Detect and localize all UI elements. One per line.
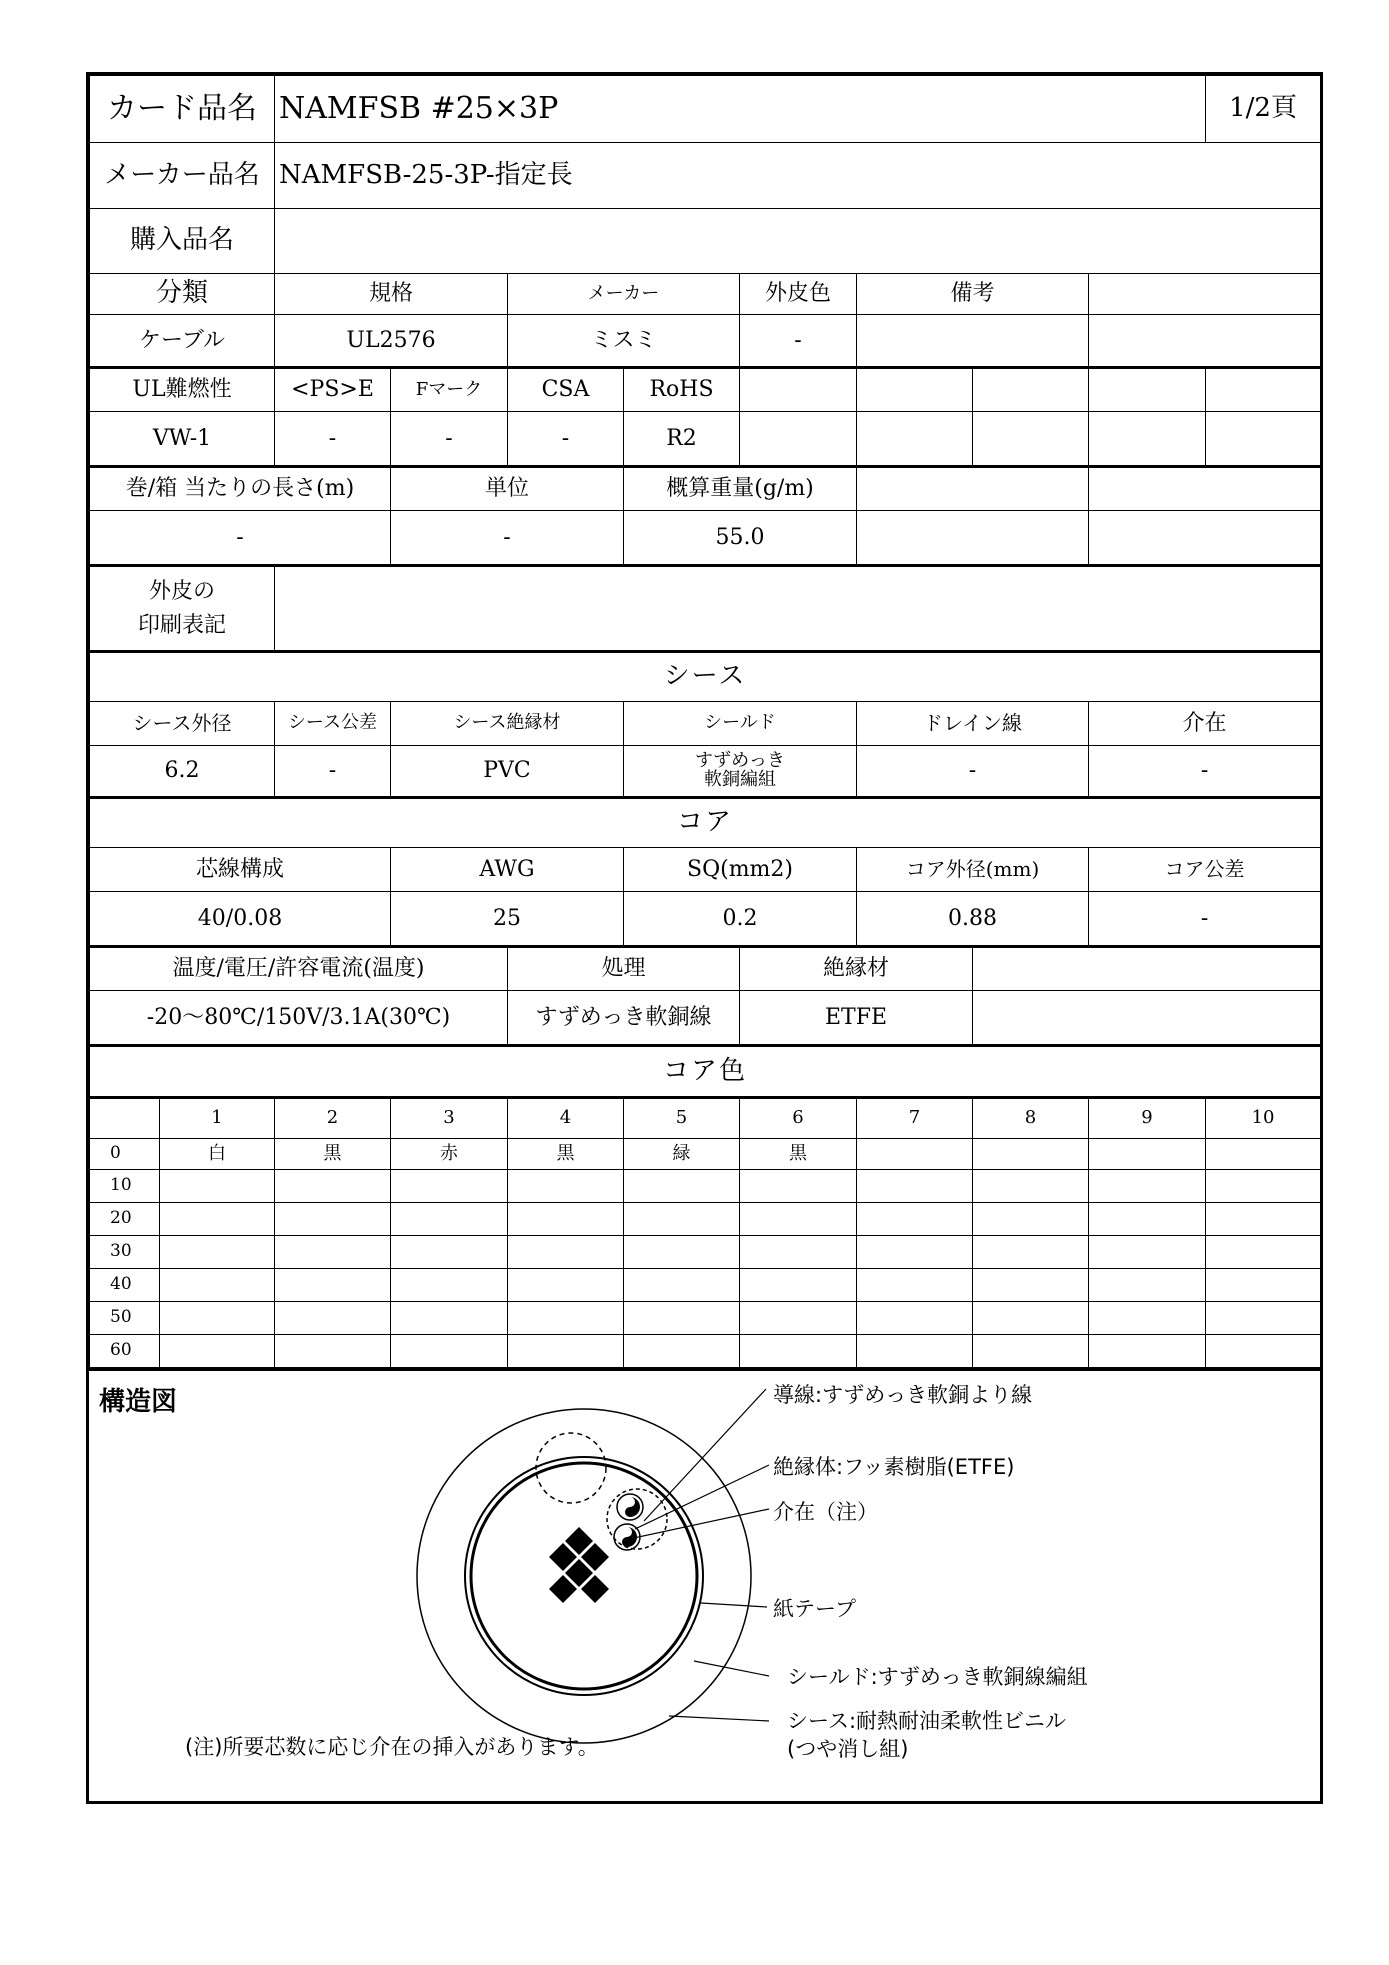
core-color-column-header: 5 bbox=[624, 1098, 740, 1139]
core-color-cell bbox=[740, 1203, 857, 1236]
drain-wire-value: - bbox=[857, 746, 1089, 798]
maker-value: ミスミ bbox=[508, 315, 740, 368]
core-color-cell bbox=[275, 1302, 391, 1335]
core-color-cell bbox=[160, 1269, 275, 1302]
core-color-row-label: 0 bbox=[90, 1139, 160, 1170]
structure-diagram-title: 構造図 bbox=[99, 1387, 178, 1417]
empty-cell bbox=[1089, 274, 1321, 315]
core-color-row-label: 40 bbox=[90, 1269, 160, 1302]
core-color-cell bbox=[624, 1203, 740, 1236]
empty-cell bbox=[1089, 467, 1321, 511]
purchase-name-value bbox=[275, 209, 1321, 274]
core-color-cell bbox=[740, 1302, 857, 1335]
core-color-cell bbox=[1206, 1139, 1321, 1170]
structure-label-sheath-finish: (つや消し組) bbox=[787, 1737, 909, 1761]
core-color-cell bbox=[391, 1170, 508, 1203]
leader-line-shield bbox=[694, 1661, 769, 1676]
csa-value: - bbox=[508, 412, 624, 467]
leader-line-insulation bbox=[635, 1465, 769, 1529]
insulation-header: 絶縁材 bbox=[740, 947, 973, 991]
core-color-cell bbox=[973, 1170, 1089, 1203]
sheath-od-header: シース外径 bbox=[90, 702, 275, 746]
core-pair-circle bbox=[607, 1489, 667, 1549]
spec-table bbox=[89, 75, 1321, 1368]
core-color-cell bbox=[857, 1139, 973, 1170]
unit-value: - bbox=[391, 511, 624, 566]
leader-line-conductor bbox=[644, 1389, 766, 1521]
core-color-cell bbox=[973, 1236, 1089, 1269]
core-color-row bbox=[90, 1236, 1321, 1269]
core-color-cell bbox=[1206, 1302, 1321, 1335]
empty-cell bbox=[857, 412, 973, 467]
core-color-column-header: 10 bbox=[1206, 1098, 1321, 1139]
empty-cell bbox=[1089, 315, 1321, 368]
core-color-column-header: 4 bbox=[508, 1098, 624, 1139]
empty-cell bbox=[857, 368, 973, 412]
filler-header: 介在 bbox=[1089, 702, 1321, 746]
core-color-column-header: 9 bbox=[1089, 1098, 1206, 1139]
core-color-row bbox=[90, 1302, 1321, 1335]
sheath-tolerance-value: - bbox=[275, 746, 391, 798]
core-color-cell bbox=[857, 1170, 973, 1203]
core-color-cell bbox=[391, 1236, 508, 1269]
core-color-column-header: 1 bbox=[160, 1098, 275, 1139]
purchase-name-label: 購入品名 bbox=[90, 209, 275, 274]
core-color-cell bbox=[160, 1203, 275, 1236]
conductor-construction-value: 40/0.08 bbox=[90, 892, 391, 947]
pse-value: - bbox=[275, 412, 391, 467]
standard-value: UL2576 bbox=[275, 315, 508, 368]
core-tolerance-value: - bbox=[1089, 892, 1321, 947]
core-color-row bbox=[90, 1203, 1321, 1236]
empty-cell bbox=[1089, 412, 1206, 467]
core-color-cell bbox=[857, 1335, 973, 1368]
core-color-cell bbox=[624, 1236, 740, 1269]
structure-label-conductor: 導線:すずめっき軟銅より線 bbox=[773, 1383, 1033, 1407]
spec-sheet bbox=[86, 72, 1323, 1804]
core-color-cell bbox=[857, 1203, 973, 1236]
core-color-cell bbox=[160, 1236, 275, 1269]
core-color-cell bbox=[624, 1335, 740, 1368]
core-od-value: 0.88 bbox=[857, 892, 1089, 947]
maker-name-label: メーカー品名 bbox=[90, 143, 275, 209]
rohs-header: RoHS bbox=[624, 368, 740, 412]
core-color-cell bbox=[740, 1269, 857, 1302]
core-color-cell bbox=[508, 1203, 624, 1236]
structure-note: (注)所要芯数に応じ介在の挿入があります。 bbox=[185, 1735, 599, 1759]
core-color-cell bbox=[624, 1269, 740, 1302]
core-color-cell bbox=[1089, 1203, 1206, 1236]
core-color-cell bbox=[624, 1170, 740, 1203]
core-color-cell bbox=[1206, 1269, 1321, 1302]
empty-cell bbox=[1206, 368, 1321, 412]
print-marking-value bbox=[275, 566, 1321, 652]
core-color-cell bbox=[1089, 1236, 1206, 1269]
core-color-row-label: 60 bbox=[90, 1335, 160, 1368]
maker-name-value: NAMFSB-25-3P-指定長 bbox=[275, 143, 1321, 209]
core-color-cell bbox=[275, 1170, 391, 1203]
remarks-value bbox=[857, 315, 1089, 368]
sq-header: SQ(mm2) bbox=[624, 848, 857, 892]
treatment-header: 処理 bbox=[508, 947, 740, 991]
core-color-cell bbox=[275, 1335, 391, 1368]
shield-value: すずめっき 軟銅編組 bbox=[624, 746, 857, 798]
core-color-cell bbox=[973, 1139, 1089, 1170]
empty-cell bbox=[857, 467, 1089, 511]
core-color-cell bbox=[1206, 1335, 1321, 1368]
core-section-title: コア bbox=[90, 798, 1321, 848]
core-color-cell bbox=[1206, 1170, 1321, 1203]
sheath-color-value: - bbox=[740, 315, 857, 368]
core-color-column-header: 6 bbox=[740, 1098, 857, 1139]
core-color-cell bbox=[1089, 1269, 1206, 1302]
core-color-cell bbox=[973, 1335, 1089, 1368]
rohs-value: R2 bbox=[624, 412, 740, 467]
length-per-reel-header: 巻/箱 当たりの長さ(m) bbox=[90, 467, 391, 511]
core-color-rows bbox=[90, 1139, 1321, 1368]
print-marking-label-line2: 印刷表記 bbox=[137, 612, 226, 638]
print-marking-label bbox=[90, 566, 275, 652]
core-od-header: コア外径(mm) bbox=[857, 848, 1089, 892]
core-color-cell: 緑 bbox=[624, 1139, 740, 1170]
empty-cell bbox=[740, 412, 857, 467]
core-color-cell bbox=[160, 1302, 275, 1335]
empty-cell bbox=[973, 368, 1089, 412]
core-color-cell bbox=[740, 1170, 857, 1203]
empty-cell bbox=[1089, 368, 1206, 412]
core-color-cell bbox=[275, 1203, 391, 1236]
core-color-cell bbox=[973, 1269, 1089, 1302]
sheath-od-value: 6.2 bbox=[90, 746, 275, 798]
unit-header: 単位 bbox=[391, 467, 624, 511]
card-name-value: NAMFSB #25×3P bbox=[275, 76, 1206, 143]
category-value: ケーブル bbox=[90, 315, 275, 368]
core-color-cell bbox=[973, 1302, 1089, 1335]
ul-flame-value: VW-1 bbox=[90, 412, 275, 467]
sq-value: 0.2 bbox=[624, 892, 857, 947]
structure-label-paper-tape: 紙テープ bbox=[773, 1597, 856, 1621]
cable-cross-section-drawing bbox=[89, 1371, 1320, 1775]
core-color-row bbox=[90, 1139, 1321, 1170]
core-color-row bbox=[90, 1335, 1321, 1368]
core-color-cell bbox=[508, 1236, 624, 1269]
f-mark-value: - bbox=[391, 412, 508, 467]
empty-cell bbox=[1206, 412, 1321, 467]
core-color-section-title: コア色 bbox=[90, 1046, 1321, 1098]
length-per-reel-value: - bbox=[90, 511, 391, 566]
core-color-cell bbox=[275, 1236, 391, 1269]
core-color-cell bbox=[160, 1170, 275, 1203]
sheath-tolerance-header: シース公差 bbox=[275, 702, 391, 746]
core-color-row bbox=[90, 1170, 1321, 1203]
core-color-cell bbox=[740, 1335, 857, 1368]
empty-cell bbox=[740, 368, 857, 412]
weight-header: 概算重量(g/m) bbox=[624, 467, 857, 511]
core-color-cell bbox=[740, 1236, 857, 1269]
temp-voltage-current-value: -20〜80℃/150V/3.1A(30℃) bbox=[90, 991, 508, 1046]
core-color-cell bbox=[160, 1335, 275, 1368]
core-color-cell bbox=[1089, 1170, 1206, 1203]
core-tolerance-header: コア公差 bbox=[1089, 848, 1321, 892]
core-color-cell bbox=[508, 1302, 624, 1335]
conductor-construction-header: 芯線構成 bbox=[90, 848, 391, 892]
filler-value: - bbox=[1089, 746, 1321, 798]
page-number: 1/2頁 bbox=[1206, 76, 1321, 143]
f-mark-header: Fマーク bbox=[391, 368, 508, 412]
conductor-mark bbox=[622, 1527, 637, 1547]
ul-flame-header: UL難燃性 bbox=[90, 368, 275, 412]
core-color-row-label: 50 bbox=[90, 1302, 160, 1335]
empty-cell bbox=[973, 412, 1089, 467]
print-marking-label-line1: 外皮の bbox=[148, 579, 215, 605]
structure-label-insulation: 絶縁体:フッ素樹脂(ETFE) bbox=[773, 1455, 1015, 1479]
maker-header: メーカー bbox=[508, 274, 740, 315]
core-color-cell bbox=[1089, 1335, 1206, 1368]
shield-header: シールド bbox=[624, 702, 857, 746]
sheath-insulation-value: PVC bbox=[391, 746, 624, 798]
pse-header: <PS>E bbox=[275, 368, 391, 412]
core-color-row-label: 10 bbox=[90, 1170, 160, 1203]
sheath-insulation-header: シース絶縁材 bbox=[391, 702, 624, 746]
core-color-cell bbox=[275, 1269, 391, 1302]
leader-line-paper-tape bbox=[701, 1603, 767, 1607]
leader-line-filler bbox=[629, 1509, 769, 1539]
standard-header: 規格 bbox=[275, 274, 508, 315]
empty-cell bbox=[857, 511, 1089, 566]
core-color-cell: 白 bbox=[160, 1139, 275, 1170]
empty-cell bbox=[973, 947, 1321, 991]
sheath-section-title: シース bbox=[90, 652, 1321, 702]
temp-voltage-current-header: 温度/電圧/許容電流(温度) bbox=[90, 947, 508, 991]
csa-header: CSA bbox=[508, 368, 624, 412]
core-color-column-header: 7 bbox=[857, 1098, 973, 1139]
core-color-cell bbox=[857, 1269, 973, 1302]
core-color-column-header: 3 bbox=[391, 1098, 508, 1139]
core-color-column-header: 8 bbox=[973, 1098, 1089, 1139]
conductor-mark bbox=[625, 1497, 640, 1517]
core-color-row-label: 20 bbox=[90, 1203, 160, 1236]
leader-line-sheath bbox=[669, 1716, 769, 1721]
core-color-cell bbox=[391, 1203, 508, 1236]
structure-label-shield: シールド:すずめっき軟銅線編組 bbox=[787, 1665, 1088, 1689]
core-color-cell bbox=[391, 1302, 508, 1335]
core-color-column-header: 2 bbox=[275, 1098, 391, 1139]
remarks-header: 備考 bbox=[857, 274, 1089, 315]
empty-cell bbox=[1089, 511, 1321, 566]
drain-wire-header: ドレイン線 bbox=[857, 702, 1089, 746]
core-color-cell bbox=[624, 1302, 740, 1335]
card-name-label: カード品名 bbox=[90, 76, 275, 143]
core-color-cell bbox=[973, 1203, 1089, 1236]
core-color-row-label: 30 bbox=[90, 1236, 160, 1269]
core-color-cell bbox=[508, 1170, 624, 1203]
awg-value: 25 bbox=[391, 892, 624, 947]
core-color-row bbox=[90, 1269, 1321, 1302]
structure-label-sheath: シース:耐熱耐油柔軟性ビニル bbox=[787, 1709, 1067, 1733]
core-color-cell bbox=[1206, 1203, 1321, 1236]
core-color-cell bbox=[391, 1335, 508, 1368]
treatment-value: すずめっき軟銅線 bbox=[508, 991, 740, 1046]
core-color-cell bbox=[1206, 1236, 1321, 1269]
core-color-cell bbox=[508, 1335, 624, 1368]
insulation-value: ETFE bbox=[740, 991, 973, 1046]
sheath-color-header: 外皮色 bbox=[740, 274, 857, 315]
core-color-cell bbox=[1089, 1302, 1206, 1335]
core-color-corner bbox=[90, 1098, 160, 1139]
category-header: 分類 bbox=[90, 274, 275, 315]
awg-header: AWG bbox=[391, 848, 624, 892]
core-color-cell bbox=[857, 1302, 973, 1335]
structure-diagram bbox=[89, 1368, 1320, 1775]
core-color-cell bbox=[1089, 1139, 1206, 1170]
empty-cell bbox=[973, 991, 1321, 1046]
weight-value: 55.0 bbox=[624, 511, 857, 566]
structure-label-filler: 介在（注） bbox=[773, 1500, 878, 1524]
core-color-cell: 黒 bbox=[740, 1139, 857, 1170]
core-color-cell: 黒 bbox=[275, 1139, 391, 1170]
core-color-cell bbox=[391, 1269, 508, 1302]
core-color-cell bbox=[508, 1269, 624, 1302]
core-color-cell: 黒 bbox=[508, 1139, 624, 1170]
core-color-cell: 赤 bbox=[391, 1139, 508, 1170]
core-color-cell bbox=[857, 1236, 973, 1269]
